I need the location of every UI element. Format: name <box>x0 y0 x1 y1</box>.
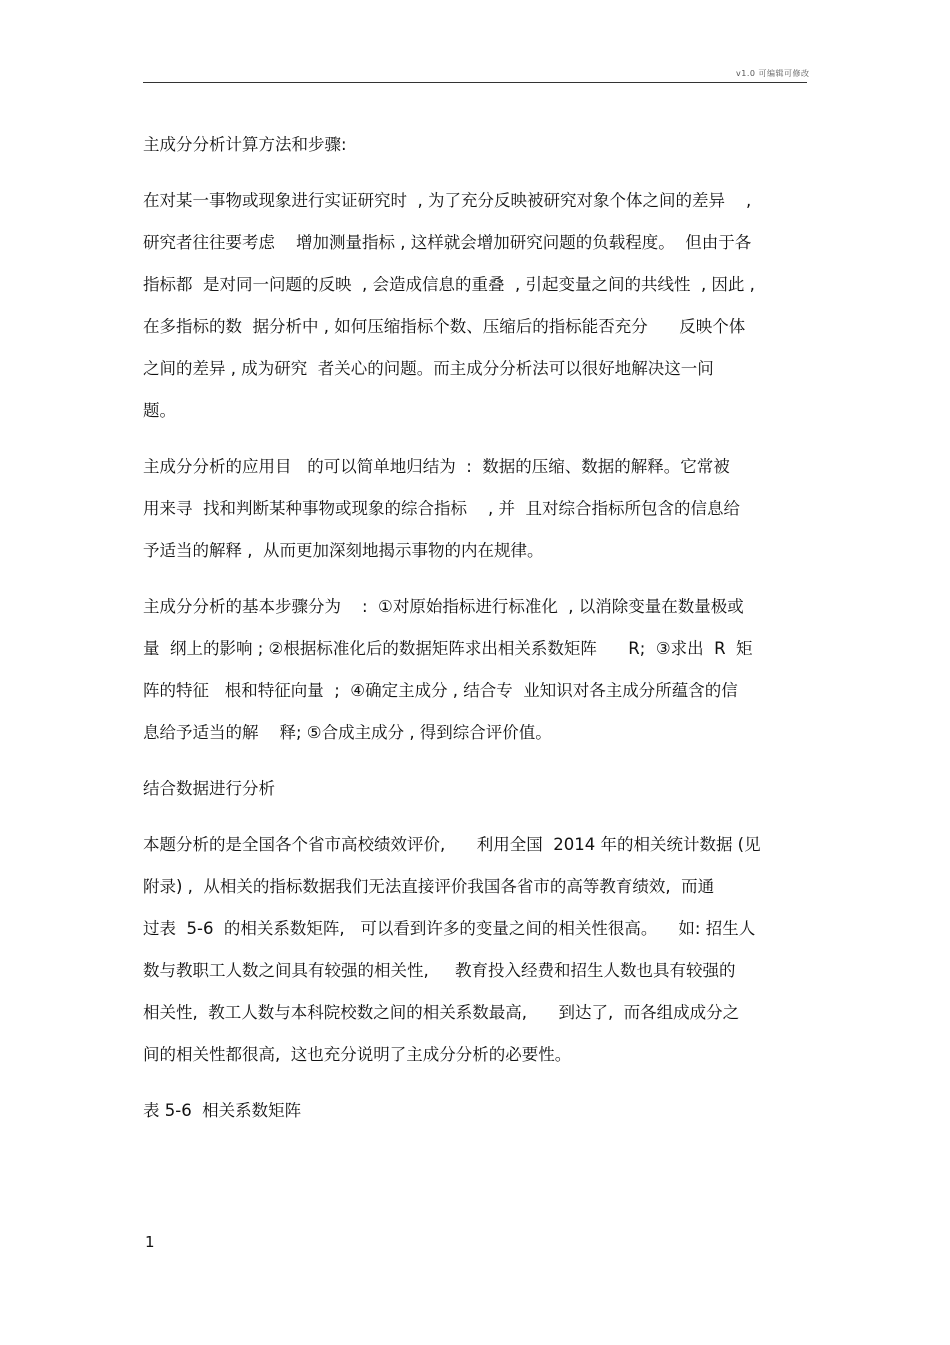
paragraph-line: 题。 <box>143 401 176 420</box>
paragraph-line: 过表 5-6 的相关系数矩阵, 可以看到许多的变量之间的相关性很高。 如: 招生人 <box>143 919 756 938</box>
paragraph-steps <box>143 586 807 754</box>
paragraph-purpose <box>143 446 807 572</box>
paragraph-line: 附录) , 从相关的指标数据我们无法直接评价我国各省市的高等教育绩效, 而通 <box>143 877 715 896</box>
paragraph-line: 本题分析的是全国各个省市高校绩效评价, 利用全国 2014 年的相关统计数据 (见 <box>143 835 761 854</box>
heading-analysis <box>143 768 807 810</box>
paragraph-analysis <box>143 824 807 1076</box>
paragraph-line: 量 纲上的影响 ; ②根据标准化后的数据矩阵求出相关系数矩阵 R; ③求出 R 矩 <box>143 639 753 658</box>
paragraph-line: 在对某一事物或现象进行实证研究时 , 为了充分反映被研究对象个体之间的差异 , <box>143 191 752 210</box>
paragraph-line: 数与教职工人数之间具有较强的相关性, 教育投入经费和招生人数也具有较强的 <box>143 961 736 980</box>
heading-main-text: 主成分分析计算方法和步骤: <box>143 135 347 154</box>
paragraph-line: 息给予适当的解 释; ⑤合成主成分 , 得到综合评价值。 <box>143 723 552 742</box>
page-number: 1 <box>145 1233 155 1251</box>
paragraph-line: 在多指标的数 据分析中 , 如何压缩指标个数、压缩后的指标能否充分 反映个体 <box>143 317 746 336</box>
paragraph-line: 用来寻 找和判断某种事物或现象的综合指标 , 并 且对综合指标所包含的信息给 <box>143 499 740 518</box>
paragraph-definition <box>143 180 807 432</box>
paragraph-line: 主成分分析的应用目 的可以简单地归结为 : 数据的压缩、数据的解释。它常被 <box>143 457 730 476</box>
document-body <box>143 124 807 1146</box>
table-caption <box>143 1090 807 1132</box>
version-note: v1.0 可编辑可修改 <box>736 69 810 78</box>
heading-main <box>143 124 807 166</box>
table-caption-text: 表 5-6 相关系数矩阵 <box>143 1101 302 1120</box>
paragraph-line: 间的相关性都很高, 这也充分说明了主成分分析的必要性。 <box>143 1045 572 1064</box>
paragraph-line: 阵的特征 根和特征向量 ; ④确定主成分 , 结合专 业知识对各主成分所蕴含的信 <box>143 681 738 700</box>
paragraph-line: 相关性, 教工人数与本科院校数之间的相关系数最高, 到达了, 而各组成成分之 <box>143 1003 740 1022</box>
paragraph-line: 主成分分析的基本步骤分为 : ①对原始指标进行标准化 , 以消除变量在数量极或 <box>143 597 744 616</box>
paragraph-line: 指标都 是对同一问题的反映 , 会造成信息的重叠 , 引起变量之间的共线性 , 因此 , <box>143 275 755 294</box>
paragraph-line: 予适当的解释 , 从而更加深刻地揭示事物的内在规律。 <box>143 541 544 560</box>
paragraph-line: 研究者往往要考虑 增加测量指标 , 这样就会增加研究问题的负载程度。 但由于各 <box>143 233 752 252</box>
paragraph-line: 之间的差异 , 成为研究 者关心的问题。而主成分分析法可以很好地解决这一问 <box>143 359 714 378</box>
heading-analysis-text: 结合数据进行分析 <box>143 779 275 798</box>
header-rule <box>143 82 807 83</box>
